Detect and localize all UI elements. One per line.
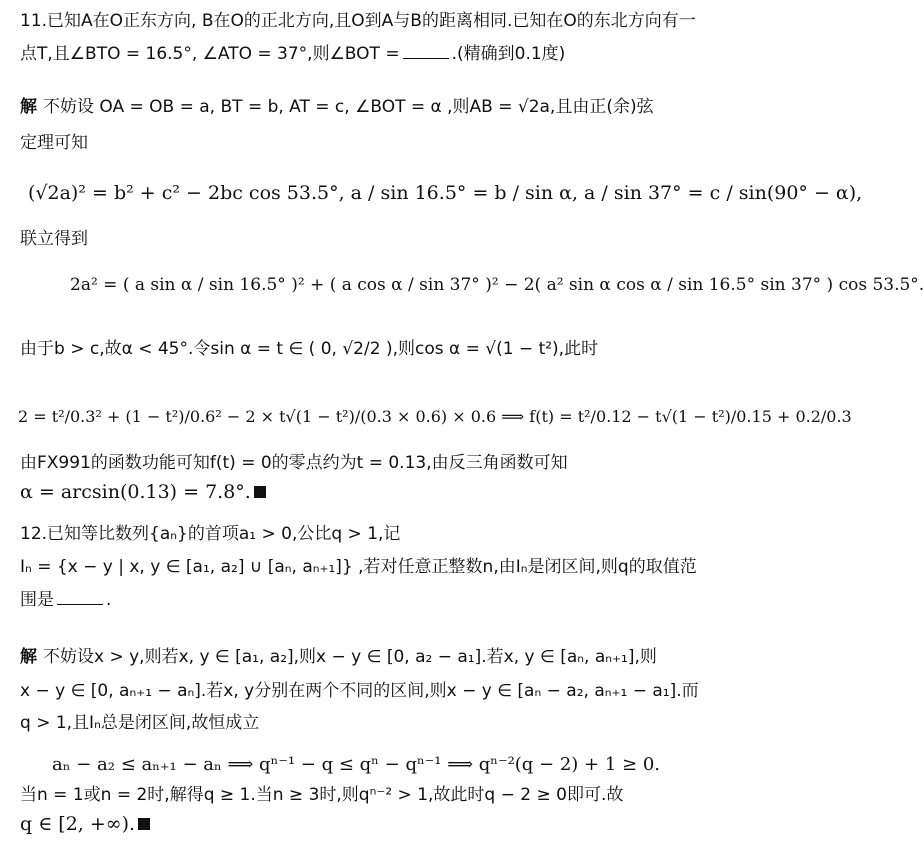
answer-blank — [57, 590, 103, 605]
p12-display-equation: aₙ − a₂ ≤ aₙ₊₁ − aₙ ⟹ qⁿ⁻¹ − q ≤ qⁿ − qⁿ⁻¹ ⟹ qⁿ⁻²(q − 2) + 1 ≥ 0. — [52, 754, 661, 775]
p11-lianli: 联立得到 — [20, 229, 88, 249]
p12-statement-line1: 12.已知等比数列{aₙ}的首项a₁ > 0,公比q > 1,记 — [20, 524, 401, 544]
p12-solution-line5: q ∈ [2, +∞). — [20, 814, 150, 836]
p12-statement-line3: 围是 . — [20, 590, 112, 610]
p11-equation-3: 由于b > c,故α < 45°.令sin α = t ∈ ( 0, √2/2 ),则cos α = √(1 − t²),此时 — [20, 339, 599, 359]
p12-solution-line4: 当n = 1或n = 2时,解得q ≥ 1.当n ≥ 3时,则qⁿ⁻² > 1,故此时q − 2 ≥ 0即可.故 — [20, 785, 624, 805]
p11-equation-6: α = arcsin(0.13) = 7.8°. — [20, 482, 266, 504]
p11-equation-5: 由FX991的函数功能可知f(t) = 0的零点约为t = 0.13,由反三角函数可知 — [20, 453, 568, 473]
p11-equation-4: 2 = t²/0.3² + (1 − t²)/0.6² − 2 × t√(1 − t²)/(0.3 × 0.6) × 0.6 ⟹ f(t) = t²/0.12 − t√(1 − t²)/0.15 + 0.2/0.3 — [18, 407, 852, 426]
p11-equation-1: (√2a)² = b² + c² − 2bc cos 53.5°, a / sin 16.5° = b / sin α, a / sin 37° = c / sin(90° − α), — [28, 182, 863, 204]
p11-solution-line2: 定理可知 — [20, 133, 88, 153]
p12-solution-line3: q > 1,且Iₙ总是闭区间,故恒成立 — [20, 713, 260, 733]
qed-mark — [254, 486, 266, 498]
p12-statement-line2: Iₙ = {x − y | x, y ∈ [a₁, a₂] ∪ [aₙ, aₙ₊₁]} ,若对任意正整数n,由Iₙ是闭区间,则q的取值范 — [20, 557, 697, 577]
p11-statement-line1: 11.已知A在O正东方向, B在O的正北方向,且O到A与B的距离相同.已知在O的东北方向有一 — [20, 11, 696, 31]
p11-solution-line1: 解 不妨设 OA = OB = a, BT = b, AT = c, ∠BOT = α ,则AB = √2a,且由正(余)弦 — [20, 97, 654, 117]
p11-equation-2: 2a² = ( a sin α / sin 16.5° )² + ( a cos α / sin 37° )² − 2( a² sin α cos α / sin 16.5° sin 37° ) cos 53.5°. — [70, 275, 924, 295]
answer-blank — [403, 44, 449, 59]
solution-label: 解 — [20, 647, 37, 667]
qed-mark — [138, 818, 150, 830]
p11-statement-line2: 点T,且∠BTO = 16.5°, ∠ATO = 37°,则∠BOT = .(精确到0.1度) — [20, 44, 566, 64]
p12-solution-line1: 解 不妨设x > y,则若x, y ∈ [a₁, a₂],则x − y ∈ [0, a₂ − a₁].若x, y ∈ [aₙ, aₙ₊₁],则 — [20, 647, 657, 667]
p12-solution-line2: x − y ∈ [0, aₙ₊₁ − aₙ].若x, y分别在两个不同的区间,则x − y ∈ [aₙ − a₂, aₙ₊₁ − a₁].而 — [20, 681, 699, 701]
solution-label: 解 — [20, 97, 37, 117]
